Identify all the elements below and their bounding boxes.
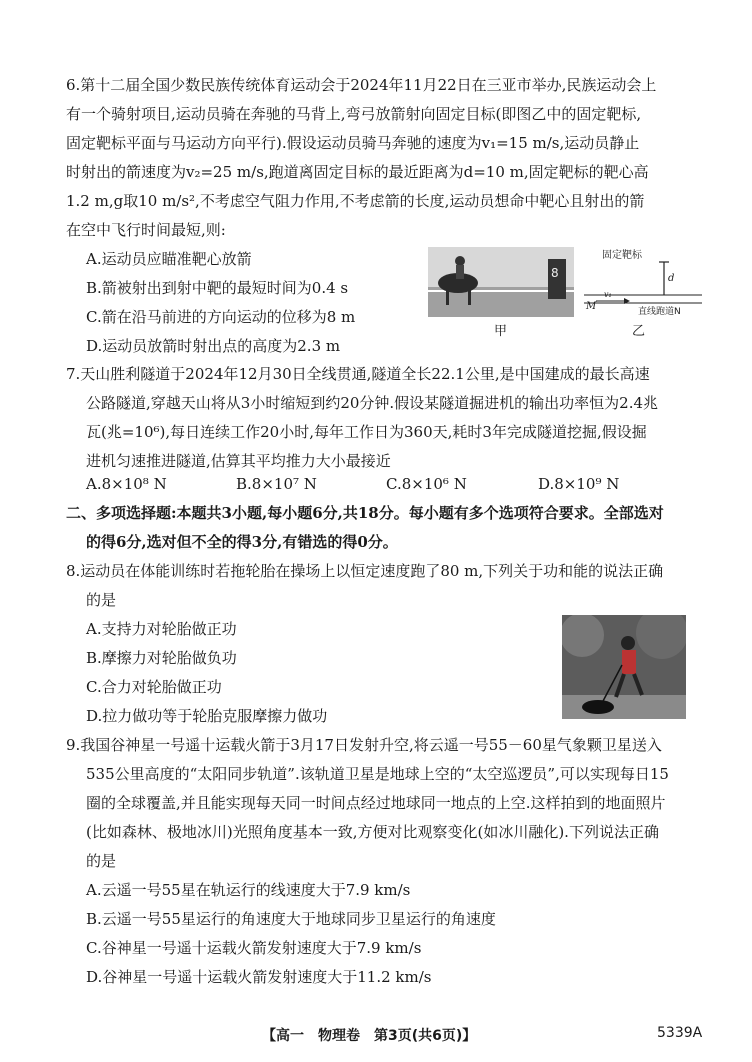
figure-yi-caption: 乙 — [632, 324, 646, 339]
q6-line2: 有一个骑射项目,运动员骑在奔驰的马背上,弯弓放箭射向固定目标(即图乙中的固定靶标, — [66, 105, 642, 123]
q8-option-d: D.拉力做功等于轮胎克服摩擦力做功 — [86, 707, 328, 725]
q7-option-a: A.8×10⁸ N — [86, 475, 167, 493]
q7-option-c: C.8×10⁶ N — [386, 475, 467, 493]
q7-line1: 7.天山胜利隧道于2024年12月30日全线贯通,隧道全长22.1公里,是中国建成的最长高速 — [66, 365, 650, 383]
q6-option-a: A.运动员应瞄准靶心放箭 — [86, 250, 252, 268]
q7-line4: 进机匀速推进隧道,估算其平均推力大小最接近 — [86, 452, 391, 470]
q9-line1: 9.我国谷神星一号遥十运载火箭于3月17日发射升空,将云遥一号55－60星气象颗卫星送入 — [66, 736, 662, 754]
figure-jia-caption: 甲 — [494, 324, 508, 339]
q9-line4: (比如森林、极地冰川)光照角度基本一致,方便对比观察变化(如冰川融化).下列说法正确 — [86, 823, 659, 841]
q6-line4: 时射出的箭速度为v₂=25 m/s,跑道离固定目标的最近距离为d=10 m,固定靶标的靶心高 — [66, 163, 649, 181]
q9-line5: 的是 — [86, 852, 117, 870]
paper-code: 5339A — [657, 1025, 703, 1041]
q6-line5: 1.2 m,g取10 m/s²,不考虑空气阻力作用,不考虑箭的长度,运动员想命中靶心且射出的箭 — [66, 192, 645, 210]
q9-option-d: D.谷神星一号遥十运载火箭发射速度大于11.2 km/s — [86, 968, 432, 986]
q9-line3: 圈的全球覆盖,并且能实现每天同一时间点经过地球同一地点的上空.这样拍到的地面照片 — [86, 794, 666, 812]
velocity-v1-label: v₁ — [604, 290, 612, 299]
q9-line2: 535公里高度的“太阳同步轨道”.该轨道卫星是地球上空的“太空巡逻员”,可以实现每日15 — [86, 765, 669, 783]
q9-option-c: C.谷神星一号遥十运载火箭发射速度大于7.9 km/s — [86, 939, 422, 957]
q9-option-a: A.云遥一号55星在轨运行的线速度大于7.9 km/s — [86, 881, 411, 899]
q6-line6: 在空中飞行时间最短,则: — [66, 221, 226, 239]
q6-line3: 固定靶标平面与马运动方向平行).假设运动员骑马奔驰的速度为v₁=15 m/s,运动员静止 — [66, 134, 640, 152]
point-m-label: M — [586, 301, 597, 312]
horse-rider-icon — [428, 247, 574, 317]
fixed-target-label: 固定靶标 — [602, 250, 642, 261]
q6-option-c: C.箭在沿马前进的方向运动的位移为8 m — [86, 308, 356, 326]
q7-option-b: B.8×10⁷ N — [236, 475, 317, 493]
q7-line3: 瓦(兆=10⁶),每日连续工作20小时,每年工作日为360天,耗时3年完成隧道挖掘,假设掘 — [86, 423, 647, 441]
q8-option-c: C.合力对轮胎做正功 — [86, 678, 222, 696]
q8-line1: 8.运动员在体能训练时若拖轮胎在操场上以恒定速度跑了80 m,下列关于功和能的说法正确 — [66, 562, 664, 580]
tire-training-photo — [562, 615, 686, 719]
q9-option-b: B.云遥一号55星运行的角速度大于地球同步卫星运行的角速度 — [86, 910, 496, 928]
q6-option-d: D.运动员放箭时射出点的高度为2.3 m — [86, 337, 341, 355]
horse-archery-photo — [428, 247, 574, 317]
q6-option-b: B.箭被射出到射中靶的最短时间为0.4 s — [86, 279, 349, 297]
q8-option-b: B.摩擦力对轮胎做负功 — [86, 649, 237, 667]
q6-line1: 6.第十二届全国少数民族传统体育运动会于2024年11月22日在三亚市举办,民族运动会上 — [66, 76, 657, 94]
q8-option-a: A.支持力对轮胎做正功 — [86, 620, 237, 638]
distance-d-label: d — [668, 273, 675, 284]
runner-tire-icon — [562, 615, 686, 719]
svg-text:8: 8 — [551, 266, 559, 280]
section2-header-line2: 的得6分,选对但不全的得3分,有错选的得0分。 — [86, 533, 398, 551]
target-diagram — [584, 247, 704, 325]
track-label: 直线跑道N — [638, 307, 681, 317]
page-footer: 【高一 物理卷 第3页(共6页)】 — [262, 1028, 477, 1044]
q7-line2: 公路隧道,穿越天山将从3小时缩短到约20分钟.假设某隧道掘进机的输出功率恒为2.4兆 — [86, 394, 659, 412]
section2-header-line1: 二、多项选择题:本题共3小题,每小题6分,共18分。每小题有多个选项符合要求。全部选对 — [66, 504, 664, 522]
q7-option-d: D.8×10⁹ N — [538, 475, 620, 493]
q8-line2: 的是 — [86, 591, 117, 609]
